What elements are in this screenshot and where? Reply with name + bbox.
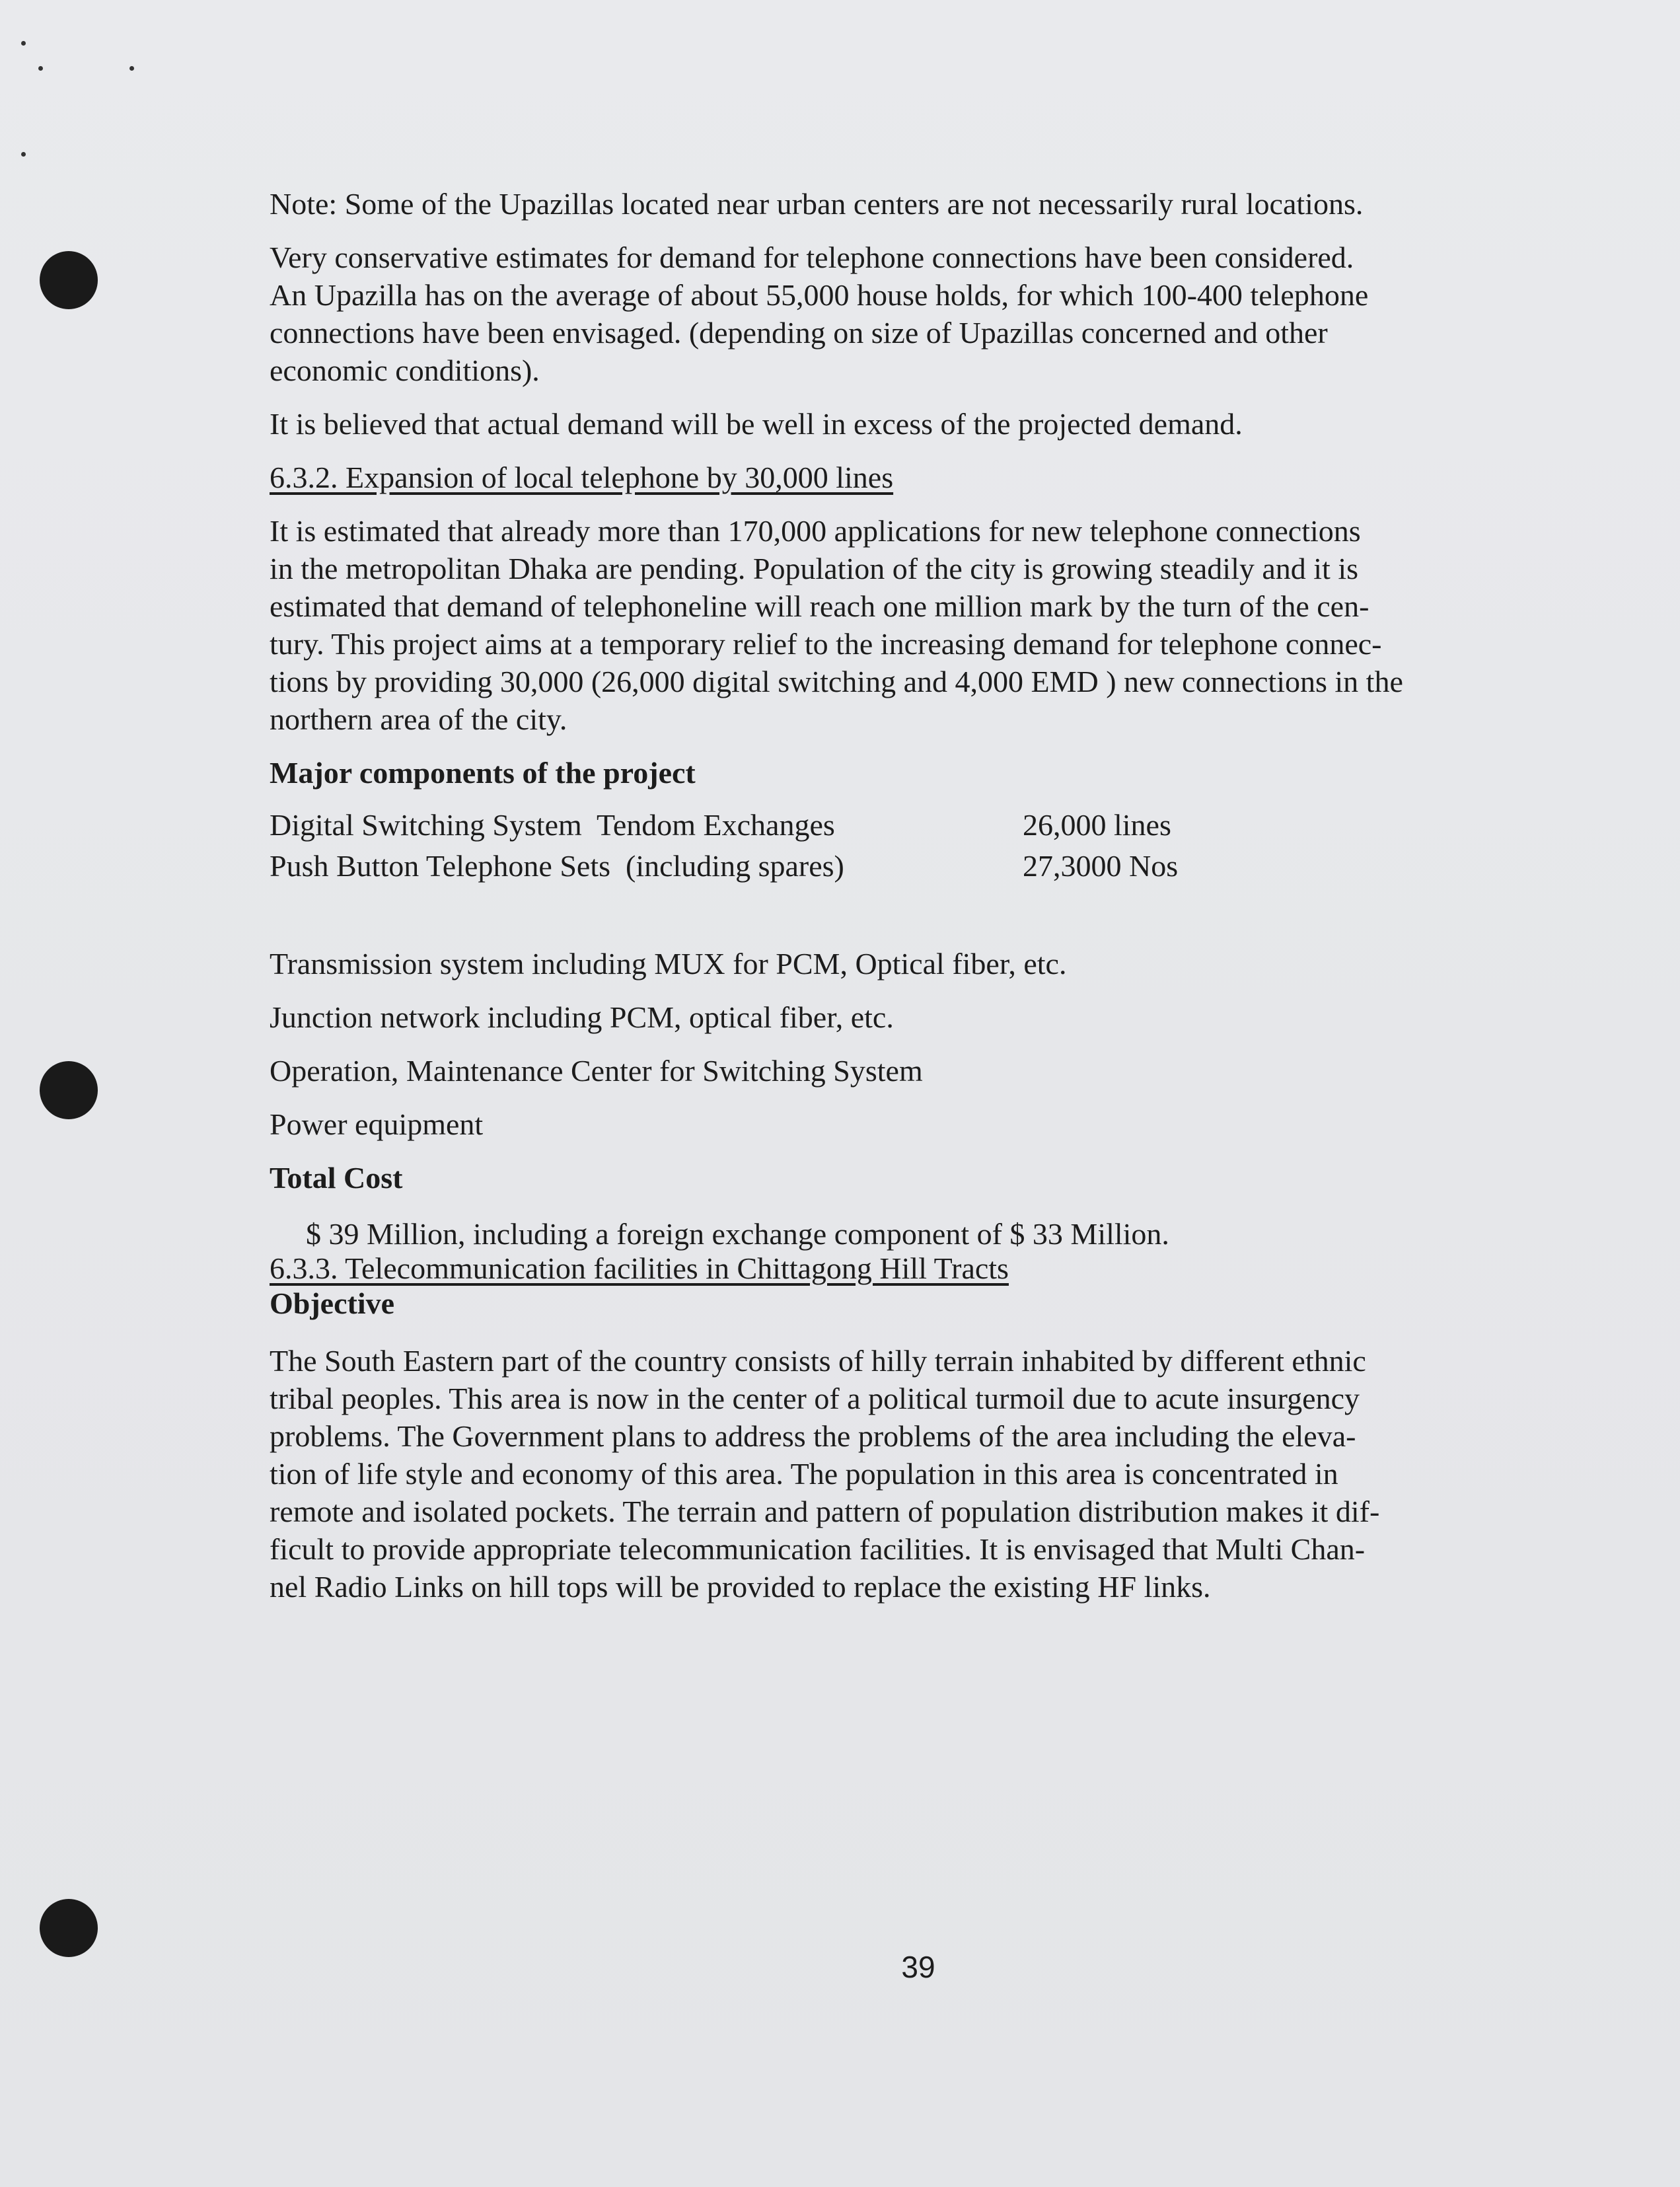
section-633-line: remote and isolated pockets. The terrain and pattern of population distribution makes it dif- [270, 1495, 1380, 1528]
estimates-paragraph [270, 239, 1564, 389]
section-633-heading: 6.3.3. Telecommunication facilities in Chittagong Hill Tracts [270, 1251, 1009, 1285]
punch-hole-bottom [40, 1899, 98, 1957]
punch-hole-middle [40, 1061, 98, 1119]
component-item: Operation, Maintenance Center for Switching System [270, 1054, 923, 1088]
component-item: Junction network including PCM, optical fiber, etc. [270, 1000, 894, 1034]
estimates-line: An Upazilla has on the average of about 55,000 house holds, for which 100-400 telephone [270, 278, 1369, 312]
section-633-line: The South Eastern part of the country consists of hilly terrain inhabited by different ethnic [270, 1344, 1366, 1378]
component-row [270, 805, 1564, 846]
section-632-line: in the metropolitan Dhaka are pending. Population of the city is growing steadily and it is [270, 552, 1359, 585]
section-633-line: tion of life style and economy of this area. The population in this area is concentrated in [270, 1457, 1338, 1491]
objective-heading: Objective [270, 1286, 395, 1320]
component-value: 26,000 lines [1023, 808, 1171, 842]
section-632-line: northern area of the city. [270, 702, 567, 736]
total-cost-heading: Total Cost [270, 1161, 403, 1195]
component-row [270, 846, 1564, 887]
note-paragraph: Note: Some of the Upazillas located near urban centers are not necessarily rural locations. [270, 187, 1364, 221]
section-633-line: problems. The Government plans to address the problems of the area including the eleva- [270, 1419, 1356, 1453]
section-632-line: tions by providing 30,000 (26,000 digital switching and 4,000 EMD ) new connections in the [270, 665, 1403, 698]
section-633-line: ficult to provide appropriate telecommunication facilities. It is envisaged that Multi Chan- [270, 1532, 1366, 1566]
belief-paragraph: It is believed that actual demand will be well in excess of the projected demand. [270, 407, 1243, 441]
total-cost-text: $ 39 Million, including a foreign exchange component of $ 33 Million. [306, 1217, 1169, 1251]
section-633-line: tribal peoples. This area is now in the center of a political turmoil due to acute insurgency [270, 1382, 1360, 1415]
component-name: Push Button Telephone Sets (including spares) [270, 849, 844, 883]
scan-speck [21, 41, 26, 46]
component-name: Digital Switching System Tendom Exchanges [270, 808, 835, 842]
page-number: 39 [901, 1950, 935, 1984]
section-632-heading: 6.3.2. Expansion of local telephone by 30,000 lines [270, 461, 894, 494]
major-components-heading: Major components of the project [270, 756, 696, 790]
scan-speck [21, 152, 26, 157]
section-633-paragraph [270, 1342, 1564, 1606]
scan-speck [38, 66, 43, 71]
punch-hole-top [40, 251, 98, 309]
component-value: 27,3000 Nos [1023, 849, 1179, 883]
estimates-line: Very conservative estimates for demand for telephone connections have been considered. [270, 241, 1354, 274]
component-item: Transmission system including MUX for PCM, Optical fiber, etc. [270, 947, 1067, 981]
scan-speck [129, 66, 134, 71]
section-632-paragraph [270, 512, 1564, 738]
section-632-line: It is estimated that already more than 170,000 applications for new telephone connections [270, 514, 1361, 548]
document-body [270, 185, 1564, 1606]
section-632-line: estimated that demand of telephoneline will reach one million mark by the turn of the cen- [270, 589, 1370, 623]
section-632-line: tury. This project aims at a temporary relief to the increasing demand for telephone connec- [270, 627, 1382, 661]
components-table [270, 805, 1564, 887]
estimates-line: connections have been envisaged. (depending on size of Upazillas concerned and other [270, 316, 1328, 350]
estimates-line: economic conditions). [270, 353, 540, 387]
section-633-line: nel Radio Links on hill tops will be provided to replace the existing HF links. [270, 1570, 1211, 1604]
component-item: Power equipment [270, 1107, 484, 1141]
